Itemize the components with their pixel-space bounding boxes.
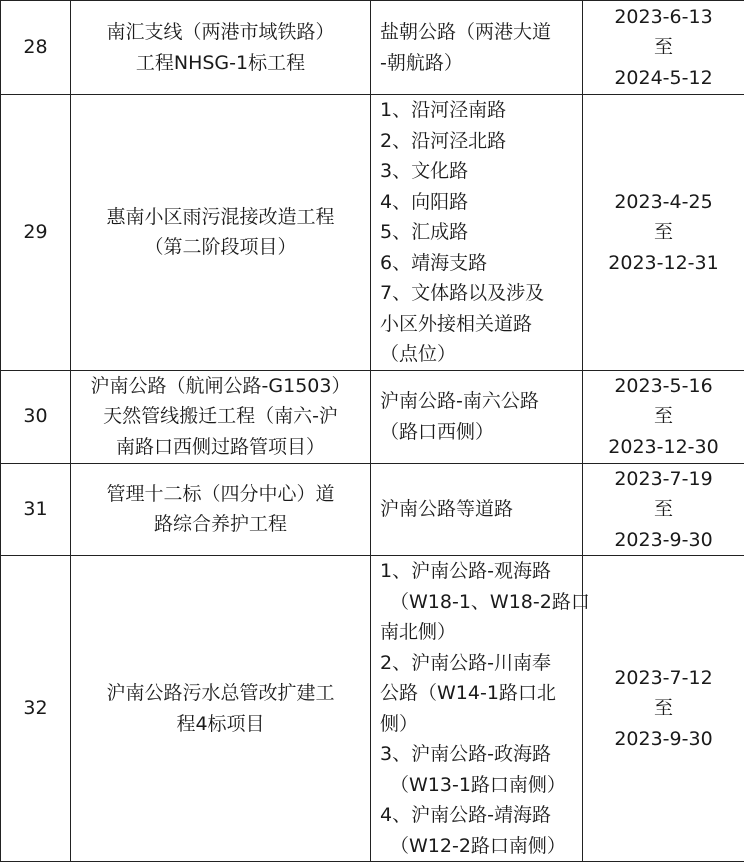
project-line: 南汇支线（两港市域铁路） xyxy=(77,17,364,48)
project-line: 天然管线搬迁工程（南六-沪 xyxy=(77,401,364,432)
road-line: （路口西侧） xyxy=(380,417,576,448)
road-section xyxy=(371,463,583,556)
road-line: （点位） xyxy=(380,339,576,370)
date-separator: 至 xyxy=(583,401,744,432)
project-line: 管理十二标（四分中心）道 xyxy=(77,479,364,510)
project-line: 沪南公路（航闸公路-G1503） xyxy=(77,371,364,402)
project-line: 工程NHSG-1标工程 xyxy=(77,48,364,79)
end-date: 2023-12-30 xyxy=(583,432,744,463)
road-line: 2、沪南公路-川南奉 xyxy=(380,648,576,679)
road-line: 沪南公路-南六公路 xyxy=(380,386,576,417)
start-date: 2023-7-19 xyxy=(583,464,744,495)
road-line: 盐朝公路（两港大道 xyxy=(380,17,576,48)
road-line: 侧） xyxy=(380,709,576,740)
table-row xyxy=(1,556,744,862)
end-date: 2023-9-30 xyxy=(583,724,744,755)
road-section xyxy=(371,95,583,371)
date-range xyxy=(583,95,744,371)
date-range xyxy=(583,463,744,556)
road-line: 公路（W14-1路口北 xyxy=(380,678,576,709)
road-section xyxy=(371,370,583,463)
end-date: 2023-12-31 xyxy=(583,248,744,279)
project-line: 沪南公路污水总管改扩建工 xyxy=(77,678,364,709)
road-line: 沪南公路等道路 xyxy=(380,494,576,525)
table-row xyxy=(1,95,744,371)
date-range xyxy=(583,370,744,463)
road-line: 6、靖海支路 xyxy=(380,248,576,279)
road-line: 7、文体路以及涉及 xyxy=(380,278,576,309)
end-date: 2023-9-30 xyxy=(583,525,744,556)
road-line: 3、沪南公路-政海路 xyxy=(380,739,576,770)
start-date: 2023-5-16 xyxy=(583,371,744,402)
end-date: 2024-5-12 xyxy=(583,63,744,94)
road-line: 小区外接相关道路 xyxy=(380,309,576,340)
start-date: 2023-7-12 xyxy=(583,663,744,694)
road-line: 2、沿河泾北路 xyxy=(380,126,576,157)
road-line: 南北侧） xyxy=(380,617,576,648)
project-name xyxy=(71,1,371,95)
date-range xyxy=(583,1,744,95)
date-range xyxy=(583,556,744,862)
project-line: （第二阶段项目） xyxy=(77,232,364,263)
date-separator: 至 xyxy=(583,494,744,525)
road-line: 1、沿河泾南路 xyxy=(380,95,576,126)
road-line: （W12-2路口南侧） xyxy=(380,831,576,862)
table-row xyxy=(1,463,744,556)
project-line: 惠南小区雨污混接改造工程 xyxy=(77,202,364,233)
date-separator: 至 xyxy=(583,217,744,248)
row-number: 31 xyxy=(1,463,71,556)
project-name xyxy=(71,370,371,463)
row-number: 28 xyxy=(1,1,71,95)
road-line: （W18-1、W18-2路口 xyxy=(380,587,576,618)
road-section xyxy=(371,556,583,862)
start-date: 2023-4-25 xyxy=(583,187,744,218)
project-line: 路综合养护工程 xyxy=(77,509,364,540)
date-separator: 至 xyxy=(583,32,744,63)
road-line: -朝航路） xyxy=(380,48,576,79)
road-line: 5、汇成路 xyxy=(380,217,576,248)
road-line: 1、沪南公路-观海路 xyxy=(380,556,576,587)
row-number: 32 xyxy=(1,556,71,862)
project-name xyxy=(71,463,371,556)
row-number: 29 xyxy=(1,95,71,371)
table-row xyxy=(1,1,744,95)
road-line: 4、向阳路 xyxy=(380,187,576,218)
table-row xyxy=(1,370,744,463)
row-number: 30 xyxy=(1,370,71,463)
road-line: 4、沪南公路-靖海路 xyxy=(380,800,576,831)
project-name xyxy=(71,95,371,371)
project-name xyxy=(71,556,371,862)
project-line: 程4标项目 xyxy=(77,709,364,740)
date-separator: 至 xyxy=(583,693,744,724)
road-line: 3、文化路 xyxy=(380,156,576,187)
road-line: （W13-1路口南侧） xyxy=(380,770,576,801)
road-section xyxy=(371,1,583,95)
project-line: 南路口西侧过路管项目） xyxy=(77,432,364,463)
start-date: 2023-6-13 xyxy=(583,2,744,33)
